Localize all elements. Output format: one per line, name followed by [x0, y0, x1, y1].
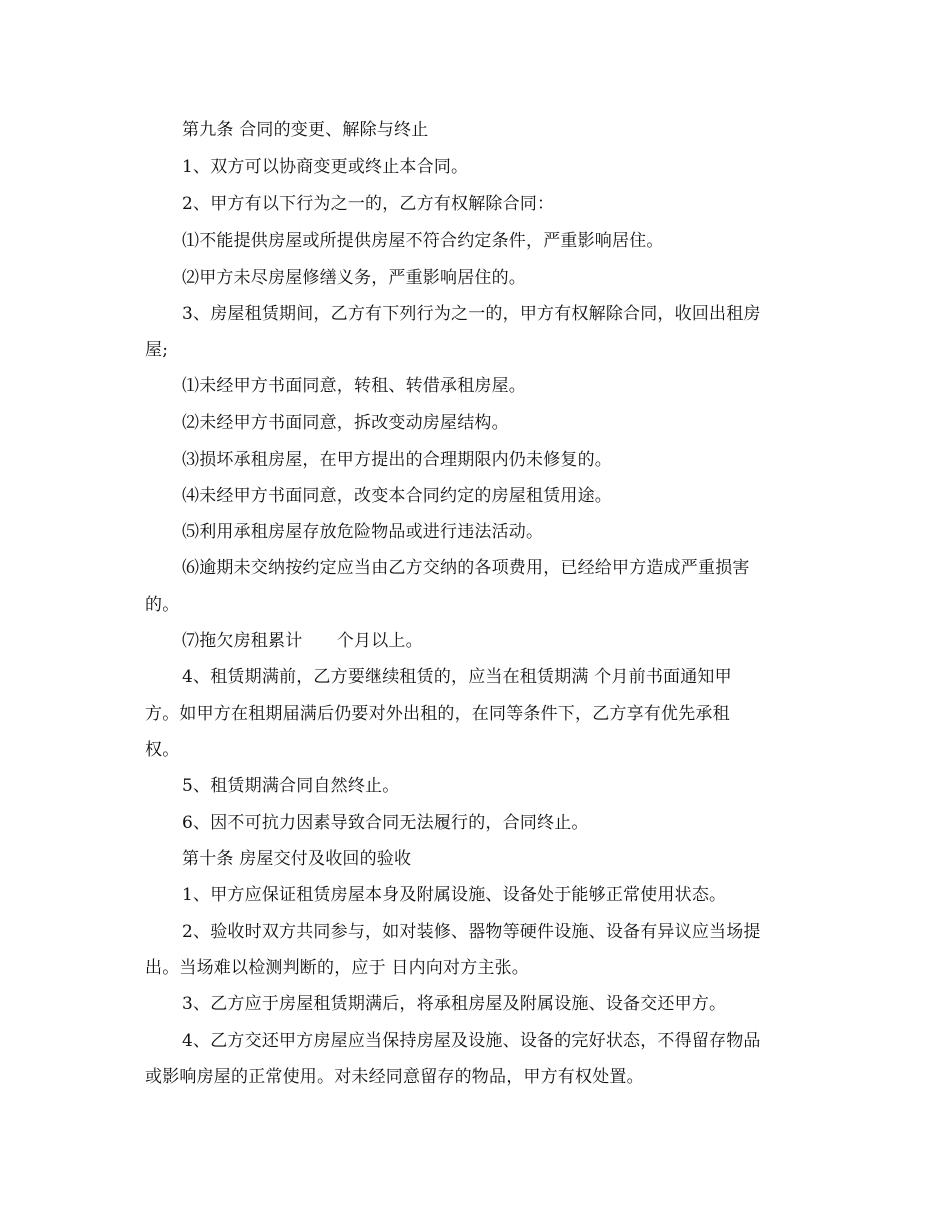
paragraph-line: ⑵未经甲方书面同意，拆改变动房屋结构。	[182, 413, 509, 433]
paragraph-line: 4、租赁期满前，乙方要继续租赁的，应当在租赁期满 个月前书面通知甲	[182, 667, 732, 687]
paragraph-line: ⑸利用承租房屋存放危险物品或进行违法活动。	[182, 522, 544, 542]
paragraph-line: 屋;	[145, 340, 169, 360]
paragraph-line: 权。	[145, 740, 180, 760]
section-heading: 第九条 合同的变更、解除与终止	[182, 120, 429, 140]
paragraph-line: 或影响房屋的正常使用。对未经同意留存的物品，甲方有权处置。	[145, 1067, 644, 1087]
paragraph-line: ⑴不能提供房屋或所提供房屋不符合约定条件，严重影响居住。	[182, 231, 664, 251]
section-heading: 第十条 房屋交付及收回的验收	[182, 849, 412, 869]
paragraph-line: 的。	[145, 595, 180, 615]
paragraph-line: 5、租赁期满合同自然终止。	[182, 776, 400, 796]
paragraph-line: 3、房屋租赁期间，乙方有下列行为之一的，甲方有权解除合同，收回出租房	[182, 304, 761, 324]
paragraph-line: ⑴未经甲方书面同意，转租、转借承租房屋。	[182, 376, 526, 396]
paragraph-line: ⑹逾期未交纳按约定应当由乙方交纳的各项费用，已经给甲方造成严重损害	[182, 558, 750, 578]
paragraph-line: 6、因不可抗力因素导致合同无法履行的，合同终止。	[182, 813, 589, 833]
paragraph-line: ⑶损坏承租房屋，在甲方提出的合理期限内仍未修复的。	[182, 450, 612, 470]
paragraph-line: ⑺拖欠房租累计 个月以上。	[182, 631, 423, 651]
paragraph-line: 1、双方可以协商变更或终止本合同。	[182, 157, 469, 177]
paragraph-line: 方。如甲方在租期届满后仍要对外出租的，在同等条件下，乙方享有优先承租	[145, 704, 730, 724]
paragraph-line: 4、乙方交还甲方房屋应当保持房屋及设施、设备的完好状态，不得留存物品	[182, 1031, 761, 1051]
paragraph-line: ⑷未经甲方书面同意，改变本合同约定的房屋租赁用途。	[182, 486, 612, 506]
paragraph-line: 3、乙方应于房屋租赁期满后，将承租房屋及附属设施、设备交还甲方。	[182, 994, 727, 1014]
paragraph-line: ⑵甲方未尽房屋修缮义务，严重影响居住的。	[182, 268, 526, 288]
paragraph-line: 1、甲方应保证租赁房屋本身及附属设施、设备处于能够正常使用状态。	[182, 885, 727, 905]
paragraph-line: 2、验收时双方共同参与，如对装修、器物等硬件设施、设备有异议应当场提	[182, 922, 761, 942]
paragraph-line: 出。当场难以检测判断的，应于 日内向对方主张。	[145, 958, 530, 978]
paragraph-line: 2、甲方有以下行为之一的，乙方有权解除合同：	[182, 194, 555, 214]
